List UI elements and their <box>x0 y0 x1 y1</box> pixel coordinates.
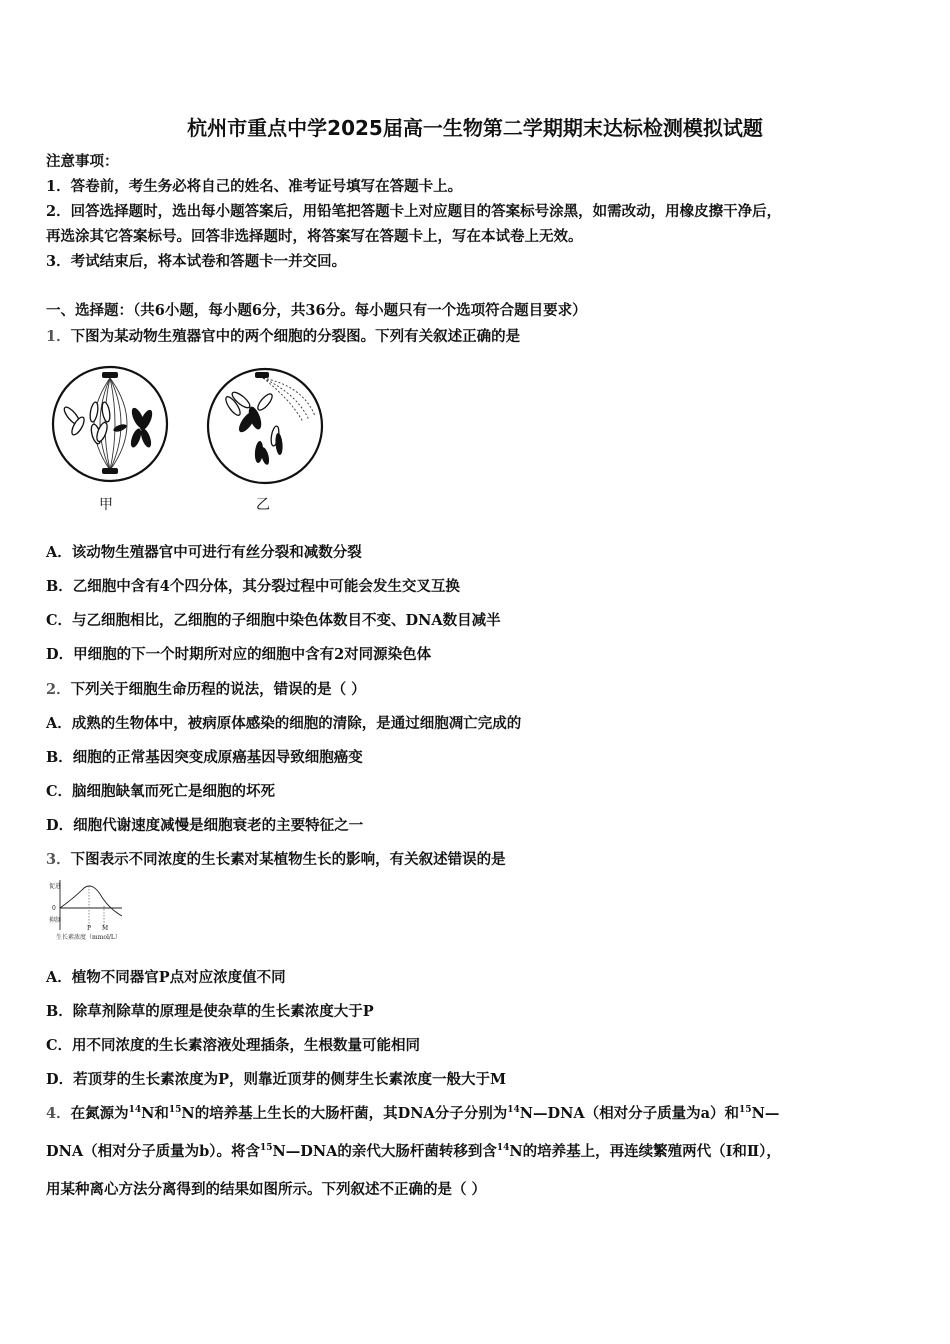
p-label: P <box>87 925 92 932</box>
option-c: C．与乙细胞相比，乙细胞的子细胞中染色体数目不变、DNA数目减半 <box>46 612 501 629</box>
option-c: C．脑细胞缺氧而死亡是细胞的坏死 <box>46 783 276 800</box>
question-text: 下列关于细胞生命历程的说法，错误的是（ ） <box>70 681 366 698</box>
page-title: 杭州市重点中学2025届高一生物第二学期期末达标检测模拟试题 <box>187 116 763 140</box>
question-text: 下图表示不同浓度的生长素对某植物生长的影响，有关叙述错误的是 <box>70 851 506 868</box>
option-d: D．细胞代谢速度减慢是细胞衰老的主要特征之一 <box>46 817 364 834</box>
notice-item: 再选涂其它答案标号。回答非选择题时，将答案写在答题卡上，写在本试卷上无效。 <box>46 228 583 245</box>
question-number: 2． <box>46 681 71 698</box>
option-c: C．用不同浓度的生长素溶液处理插条，生根数量可能相同 <box>46 1037 421 1054</box>
question-number: 1． <box>46 328 71 345</box>
question-1-stem <box>46 327 520 347</box>
cell-jia-figure <box>48 364 173 488</box>
x-axis-label: 生长素浓度（mmol/L） <box>56 934 121 941</box>
option-d: D．甲细胞的下一个时期所对应的细胞中含有2对同源染色体 <box>46 646 432 663</box>
auxin-graph <box>46 878 142 942</box>
question-text: 下图为某动物生殖器官中的两个细胞的分裂图。下列有关叙述正确的是 <box>70 328 521 345</box>
question-number: 3． <box>46 851 71 868</box>
option-a: A．成熟的生物体中，被病原体感染的细胞的清除，是通过细胞凋亡完成的 <box>46 715 522 732</box>
question-4-stem-line-1: 4．在氮源为$^{14}$N和$^{15}$N的培养基上生长的大肠杆菌，其DNA分子分别为$^{14}$N—DNA（相对分子质量为a）和$^{15}$N— <box>46 1105 780 1122</box>
notice-item: 1．答卷前，考生务必将自己的姓名、准考证号填写在答题卡上。 <box>46 178 463 195</box>
notice-heading: 注意事项： <box>46 153 119 170</box>
figure-label: 甲 <box>99 497 113 513</box>
y-bottom-label: 抑制 <box>49 917 62 924</box>
option-b: B．除草剂除草的原理是使杂草的生长素浓度大于P <box>46 1003 374 1020</box>
question-4-stem-line-2: DNA（相对分子质量为b）。将含$^{15}$N—DNA的亲代大肠杆菌转移到含$^{14}$N的培养基上，再连续繁殖两代（Ⅰ和Ⅱ）， <box>46 1143 781 1160</box>
y-top-label: 促进 <box>49 883 62 890</box>
section-heading: 一、选择题：（共6小题，每小题6分，共36分。每小题只有一个选项符合题目要求） <box>46 302 587 319</box>
m-label: M <box>102 925 109 932</box>
notice-item: 2．回答选择题时，选出每小题答案后，用铅笔把答题卡上对应题目的答案标号涂黑，如需改动，用橡皮擦干净后， <box>46 203 782 220</box>
option-a: A．植物不同器官P点对应浓度值不同 <box>46 969 286 986</box>
option-b: B．细胞的正常基因突变成原癌基因导致细胞癌变 <box>46 749 363 766</box>
y-zero-label: 0 <box>52 905 56 912</box>
question-3-stem <box>46 850 506 870</box>
question-2-stem <box>46 680 366 700</box>
option-d: D．若顶芽的生长素浓度为P，则靠近顶芽的侧芽生长素浓度一般大于M <box>46 1071 507 1088</box>
question-4-stem-line-3: 用某种离心方法分离得到的结果如图所示。下列叙述不正确的是（ ） <box>46 1181 487 1198</box>
question-number: 4． <box>46 1105 71 1122</box>
cell-yi-figure <box>203 364 328 488</box>
option-a: A．该动物生殖器官中可进行有丝分裂和减数分裂 <box>46 544 362 561</box>
figure-label: 乙 <box>256 497 270 513</box>
option-b: B．乙细胞中含有4个四分体，其分裂过程中可能会发生交叉互换 <box>46 578 460 595</box>
notice-item: 3．考试结束后，将本试卷和答题卡一并交回。 <box>46 253 347 270</box>
